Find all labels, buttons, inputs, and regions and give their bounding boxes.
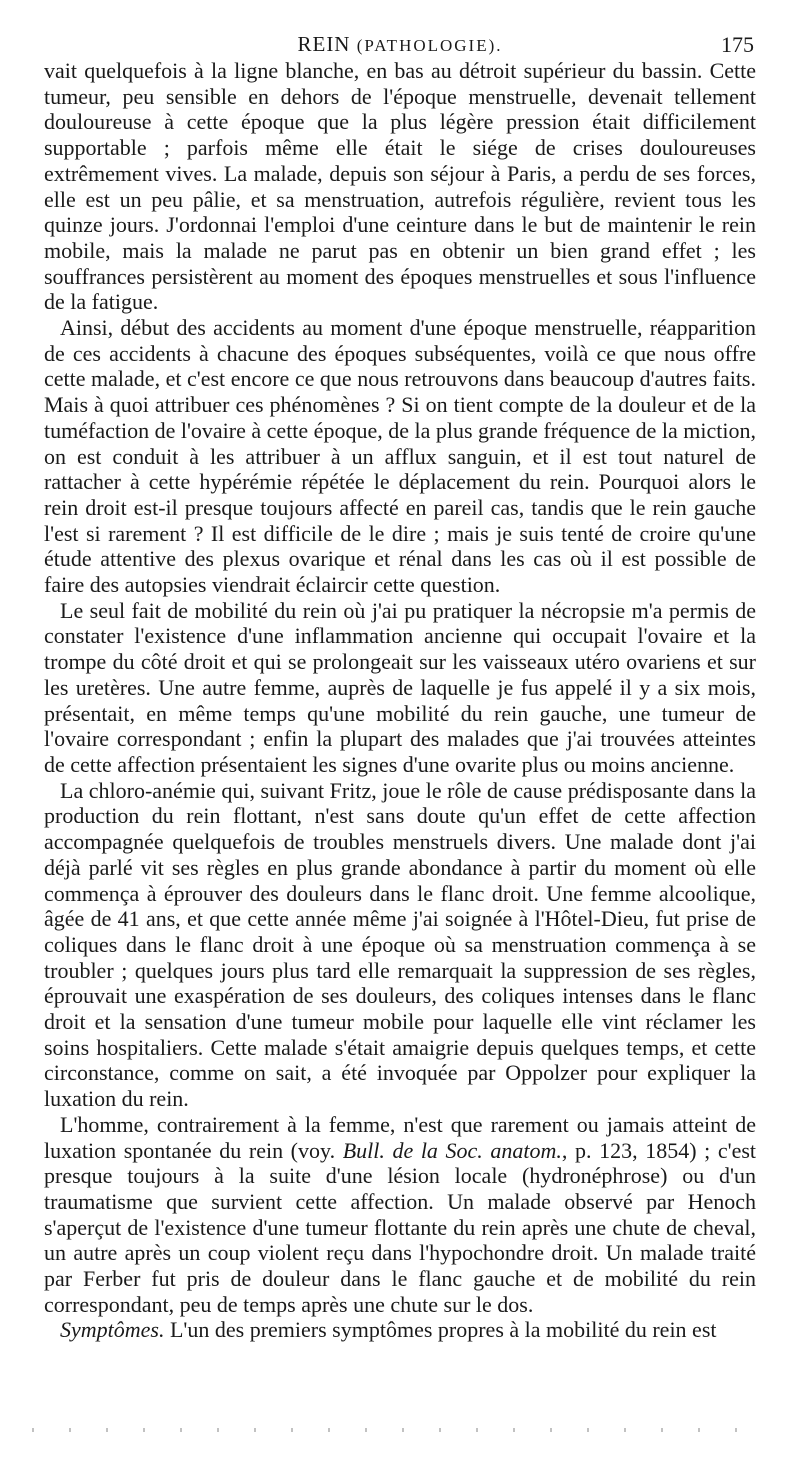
page-number: 175	[721, 32, 754, 57]
running-head	[44, 32, 756, 57]
paragraph-2: Ainsi, début des accidents au moment d'une époque menstruelle, réapparition de ces accidents à chacune des époques subséquentes, voilà ce que nous offre cette malade, et c'est encore ce que nous retrouvons dans beaucoup d'autres faits. Mais à quoi attribuer ces phénomènes ? Si on tient compte de la douleur et de la tuméfaction de l'ovaire à cette époque, de la plus grande fréquence de la miction, on est conduit à les attribuer à un afflux sanguin, et il est tout naturel de rattacher à cette hypérémie répétée le déplacement du rein. Pourquoi alors le rein droit est-il presque toujours affecté en pareil cas, tandis que le rein gauche l'est si rarement ? Il est difficile de le dire ; mais je suis tenté de croire qu'une étude attentive des plexus ovarique et rénal dans les cas où il est possible de faire des autopsies viendrait éclaircir cette question.	[44, 315, 756, 598]
page-header	[44, 22, 756, 58]
citation: Bull. de la Soc. anatom.	[342, 1137, 562, 1163]
section-heading-symptomes: Symptômes.	[60, 1317, 165, 1343]
running-head-subtitle: (PATHOLOGIE).	[356, 36, 503, 55]
paragraph-5-start: L'homme, contrairement à la femme, n'est que rarement ou jamais atteint de luxation spontanée du rein (voy.	[44, 1111, 756, 1163]
paragraph-1: vait quelquefois à la ligne blanche, en bas au détroit supérieur du bassin. Cette tumeur, peu sensible en dehors de l'époque menstruelle, devenait tellement douloureuse à cette époque que la plus légère pression était difficilement supportable ; parfois même elle était le siége de crises douloureuses extrêmement vives. La malade, depuis son séjour à Paris, a perdu de ses forces, elle est un peu pâlie, et sa menstruation, autrefois régulière, revient tous les quinze jours. J'ordonnai l'emploi d'une ceinture dans le but de maintenir le rein mobile, mais la malade ne parut pas en obtenir un bien grand effet ; les souffrances persistèrent au moment des époques menstruelles et sous l'influence de la fatigue.	[44, 58, 756, 315]
scan-specks	[32, 1428, 760, 1432]
paragraph-4: La chloro-anémie qui, suivant Fritz, joue le rôle de cause prédisposante dans la production du rein flottant, n'est sans doute qu'un effet de cette affection accompagnée quelquefois de troubles menstruels divers. Une malade dont j'ai déjà parlé vit ses règles en plus grande abondance à partir du moment où elle commença à éprouver des douleurs dans le flanc droit. Une femme alcoolique, âgée de 41 ans, et que cette année même j'ai soignée à l'Hôtel-Dieu, fut prise de coliques dans le flanc droit à une époque où sa menstruation commença à se troubler ; quelques jours plus tard elle remarquait la suppression de ses règles, éprouvait une exaspération de ses douleurs, des coliques intenses dans le flanc droit et la sensation d'une tumeur mobile pour laquelle elle vint réclamer les soins hospitaliers. Cette malade s'était amaigrie depuis quelques temps, et cette circonstance, comme on sait, a été invoquée par Oppolzer pour expliquer la luxation du rein.	[44, 777, 756, 1112]
paragraph-5-end: , p. 123, 1854) ; c'est presque toujours à la suite d'une lésion locale (hydronéphrose) ou d'un traumatisme que survient cette affection. Un malade observé par Henoch s'aperçut de l'existence d'une tumeur flottante du rein après une chute de cheval, un autre après un coup violent reçu dans l'hypochondre droit. Un malade traité par Ferber fut pris de douleur dans le flanc gauche et de mobilité du rein correspondant, peu de temps après une chute sur le dos.	[44, 1137, 757, 1317]
paragraph-6-text: L'un des premiers symptômes propres à la mobilité du rein est	[164, 1317, 717, 1343]
body-text	[44, 58, 756, 1343]
paragraph-6	[44, 1317, 756, 1343]
running-head-title: REIN	[297, 32, 351, 56]
paragraph-5	[44, 1112, 756, 1318]
paragraph-3: Le seul fait de mobilité du rein où j'ai pu pratiquer la nécropsie m'a permis de constater l'existence d'une inflammation ancienne qui occupait l'ovaire et la trompe du côté droit et qui se prolongeait sur les vaisseaux utéro ovariens et sur les uretères. Une autre femme, auprès de laquelle je fus appelé il y a six mois, présentait, en même temps qu'une mobilité du rein gauche, une tumeur de l'ovaire correspondant ; enfin la plupart des malades que j'ai trouvées atteintes de cette affection présentaient les signes d'une ovarite plus ou moins ancienne.	[44, 597, 756, 777]
